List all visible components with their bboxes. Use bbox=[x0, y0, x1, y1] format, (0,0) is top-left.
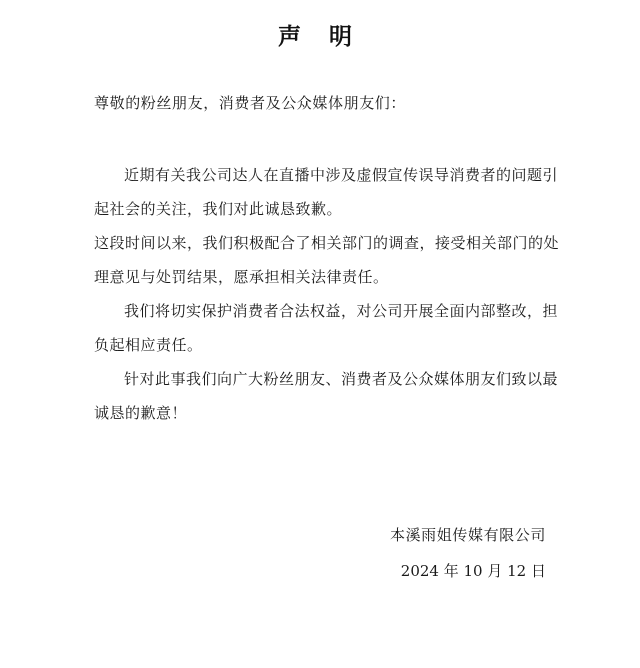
salutation: 尊敬的粉丝朋友，消费者及公众媒体朋友们： bbox=[94, 94, 407, 112]
paragraph-cooperation: 这段时间以来，我们积极配合了相关部门的调查，接受相关部门的处理意见与处罚结果，愿承担相关法律责任。 bbox=[94, 234, 560, 286]
company-signature: 本溪雨姐传媒有限公司 bbox=[389, 526, 546, 544]
paragraph-apology: 近期有关我公司达人在直播中涉及虚假宣传误导消费者的问题引起社会的关注，我们对此诚恳致歉。 bbox=[94, 166, 559, 218]
paragraph-closing-apology: 针对此事我们向广大粉丝朋友、消费者及公众媒体朋友们致以最诚恳的歉意！ bbox=[94, 370, 559, 422]
paragraph-rectification: 我们将切实保护消费者合法权益，对公司开展全面内部整改，担负起相应责任。 bbox=[94, 302, 559, 354]
statement-date: 2024 年 10 月 12 日 bbox=[400, 562, 546, 580]
statement-body bbox=[94, 158, 559, 430]
document-title: 声 明 bbox=[277, 24, 362, 50]
